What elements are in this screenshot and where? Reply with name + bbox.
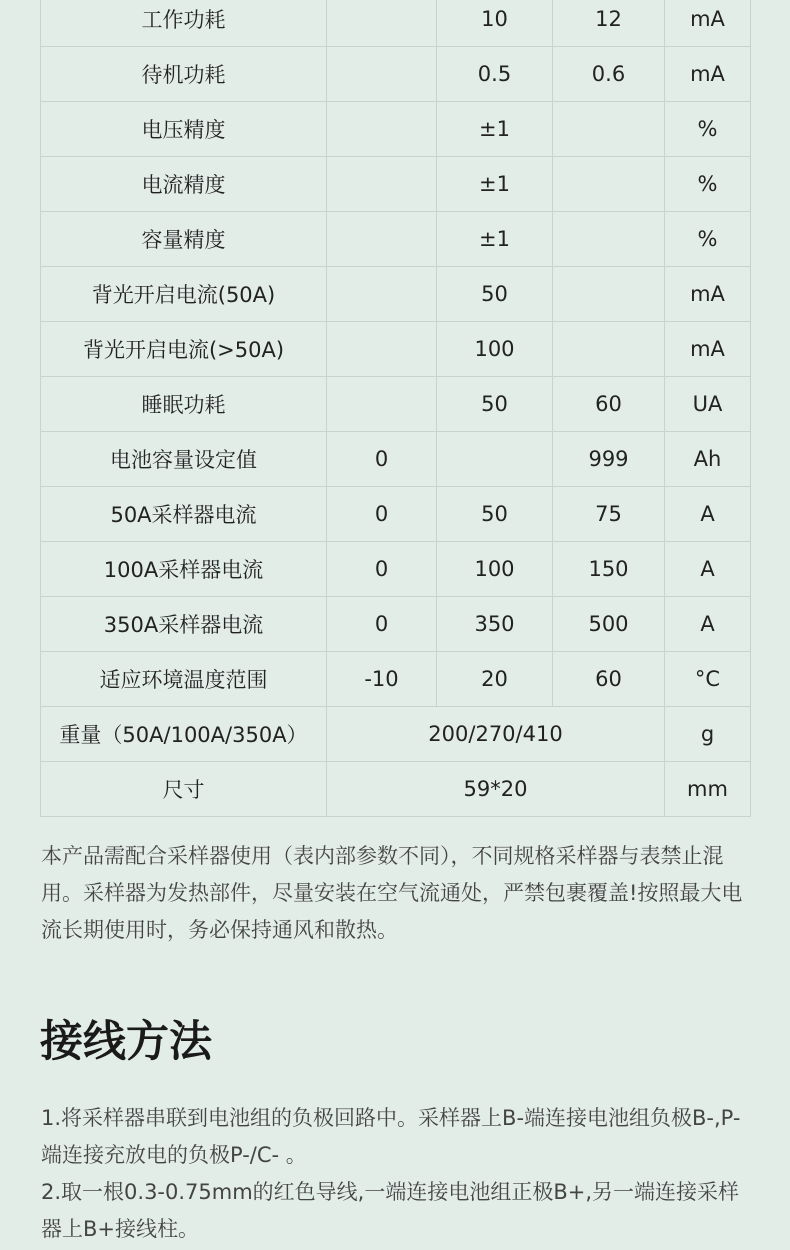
- unit-cell: A: [665, 597, 751, 652]
- max-value-cell: 500: [553, 597, 665, 652]
- wiring-steps: [41, 1100, 753, 1248]
- unit-cell: %: [665, 157, 751, 212]
- typical-value-cell: 50: [437, 267, 553, 322]
- typical-value-cell: 20: [437, 652, 553, 707]
- typical-value-cell: 100: [437, 542, 553, 597]
- unit-cell: %: [665, 212, 751, 267]
- param-name-cell: 适应环境温度范围: [41, 652, 327, 707]
- param-name-cell: 背光开启电流(50A): [41, 267, 327, 322]
- table-row-size: [41, 762, 751, 817]
- param-name-cell: 电流精度: [41, 157, 327, 212]
- table-row: [41, 377, 751, 432]
- param-name-cell: 100A采样器电流: [41, 542, 327, 597]
- typical-value-cell: 0.5: [437, 47, 553, 102]
- max-value-cell: 0.6: [553, 47, 665, 102]
- min-value-cell: 0: [327, 597, 437, 652]
- max-value-cell: [553, 212, 665, 267]
- unit-cell: Ah: [665, 432, 751, 487]
- wiring-step: 1.将采样器串联到电池组的负极回路中。采样器上B-端连接电池组负极B-,P-端连接充放电的负极P-/C- 。: [41, 1106, 741, 1167]
- unit-cell: mA: [665, 267, 751, 322]
- table-row: [41, 212, 751, 267]
- max-value-cell: 75: [553, 487, 665, 542]
- min-value-cell: [327, 377, 437, 432]
- unit-cell: mA: [665, 322, 751, 377]
- wiring-step: 2.取一根0.3-0.75mm的红色导线,一端连接电池组正极B+,另一端连接采样器上B+接线柱。: [41, 1180, 740, 1241]
- min-value-cell: [327, 267, 437, 322]
- table-row: [41, 432, 751, 487]
- max-value-cell: [553, 102, 665, 157]
- param-name-cell: 容量精度: [41, 212, 327, 267]
- unit-cell: %: [665, 102, 751, 157]
- spec-table: [40, 0, 751, 817]
- min-value-cell: 0: [327, 542, 437, 597]
- table-row: [41, 322, 751, 377]
- typical-value-cell: ±1: [437, 157, 553, 212]
- table-row-weight: [41, 707, 751, 762]
- param-name-cell: 尺寸: [41, 762, 327, 817]
- typical-value-cell: ±1: [437, 212, 553, 267]
- table-row: [41, 0, 751, 47]
- param-name-cell: 350A采样器电流: [41, 597, 327, 652]
- param-name-cell: 电池容量设定值: [41, 432, 327, 487]
- min-value-cell: [327, 157, 437, 212]
- min-value-cell: [327, 212, 437, 267]
- unit-cell: g: [665, 707, 751, 762]
- param-name-cell: 重量（50A/100A/350A）: [41, 707, 327, 762]
- usage-note: 本产品需配合采样器使用（表内部参数不同），不同规格采样器与表禁止混用。采样器为发热部件，尽量安装在空气流通处，严禁包裹覆盖!按照最大电流长期使用时，务必保持通风和散热。: [41, 844, 743, 942]
- table-row: [41, 597, 751, 652]
- merged-value-cell: 59*20: [327, 762, 665, 817]
- table-row: [41, 487, 751, 542]
- max-value-cell: 60: [553, 377, 665, 432]
- param-name-cell: 50A采样器电流: [41, 487, 327, 542]
- min-value-cell: 0: [327, 487, 437, 542]
- min-value-cell: [327, 47, 437, 102]
- table-row: [41, 542, 751, 597]
- typical-value-cell: 50: [437, 487, 553, 542]
- min-value-cell: [327, 0, 437, 47]
- table-row: [41, 267, 751, 322]
- max-value-cell: 999: [553, 432, 665, 487]
- param-name-cell: 电压精度: [41, 102, 327, 157]
- max-value-cell: [553, 322, 665, 377]
- max-value-cell: 150: [553, 542, 665, 597]
- spec-table-body: [41, 0, 751, 817]
- param-name-cell: 待机功耗: [41, 47, 327, 102]
- unit-cell: °C: [665, 652, 751, 707]
- table-row: [41, 102, 751, 157]
- max-value-cell: [553, 267, 665, 322]
- typical-value-cell: 100: [437, 322, 553, 377]
- min-value-cell: -10: [327, 652, 437, 707]
- typical-value-cell: 10: [437, 0, 553, 47]
- typical-value-cell: 350: [437, 597, 553, 652]
- table-row: [41, 157, 751, 212]
- param-name-cell: 工作功耗: [41, 0, 327, 47]
- param-name-cell: 睡眠功耗: [41, 377, 327, 432]
- typical-value-cell: ±1: [437, 102, 553, 157]
- typical-value-cell: [437, 432, 553, 487]
- unit-cell: A: [665, 542, 751, 597]
- max-value-cell: 60: [553, 652, 665, 707]
- section-title: 接线方法: [40, 1017, 212, 1067]
- min-value-cell: [327, 102, 437, 157]
- table-row: [41, 47, 751, 102]
- unit-cell: mm: [665, 762, 751, 817]
- unit-cell: A: [665, 487, 751, 542]
- typical-value-cell: 50: [437, 377, 553, 432]
- param-name-cell: 背光开启电流(>50A): [41, 322, 327, 377]
- max-value-cell: 12: [553, 0, 665, 47]
- table-row: [41, 652, 751, 707]
- min-value-cell: 0: [327, 432, 437, 487]
- merged-value-cell: 200/270/410: [327, 707, 665, 762]
- min-value-cell: [327, 322, 437, 377]
- unit-cell: UA: [665, 377, 751, 432]
- unit-cell: mA: [665, 47, 751, 102]
- unit-cell: mA: [665, 0, 751, 47]
- max-value-cell: [553, 157, 665, 212]
